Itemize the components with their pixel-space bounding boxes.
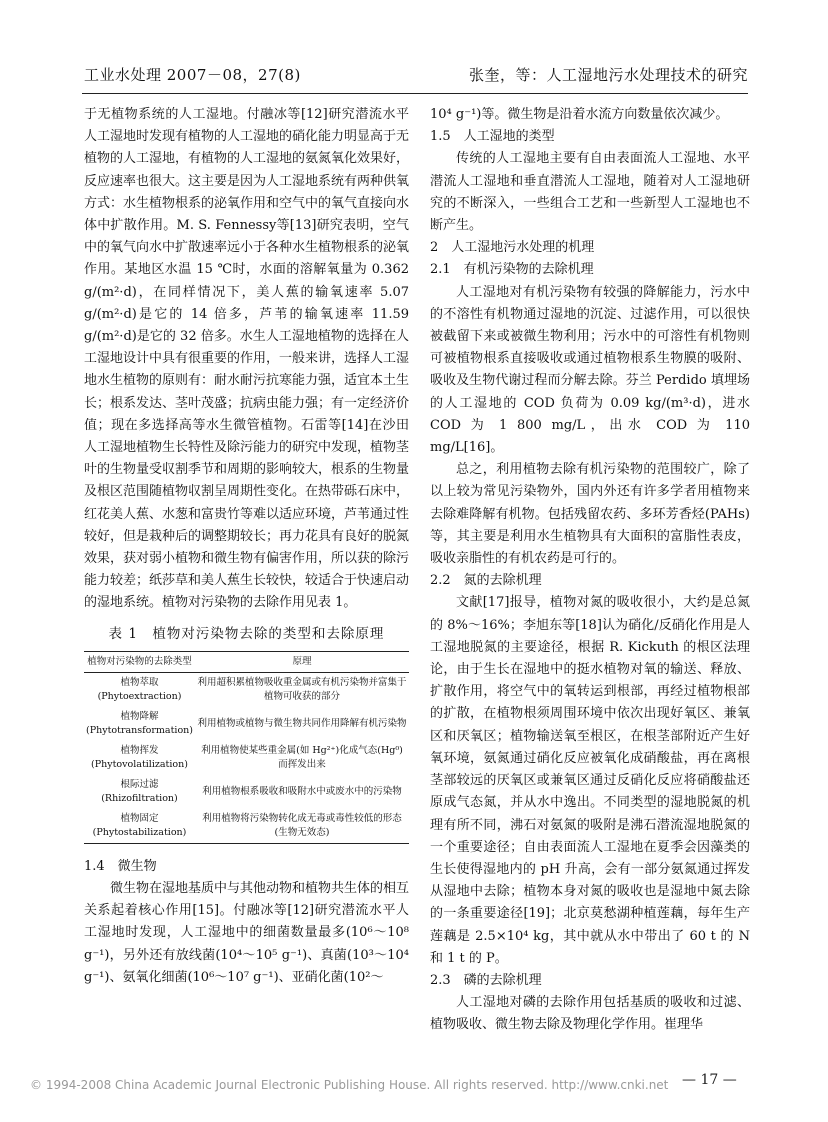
table-caption: 表 1 植物对污染物去除的类型和去除原理 — [108, 625, 385, 642]
left-column — [84, 104, 409, 989]
header-rule — [82, 93, 748, 94]
paragraph: 总之，利用植物去除有机污染物的范围较广，除了以上较为常见污染物外，国内外还有许多学者用植物来去除难降解有机物。包括残留农药、多环芳香烃(PAHs)等，其主要是利用水生植物具有大面积的富脂性表皮，吸收亲脂性的有机农药是可行的。 — [430, 462, 750, 567]
section-heading-2: 2 人工湿地污水处理的机理 — [430, 240, 595, 256]
section-heading-2-2: 2.2 氮的去除机理 — [430, 573, 542, 589]
principle: 利用植物将污染物转化成无毒或毒性较低的形态(生物无效态) — [195, 809, 409, 844]
principle: 利用植物或植物与微生物共同作用降解有机污染物 — [197, 717, 407, 729]
type-name: 植物固定 — [120, 812, 159, 824]
table-row — [84, 672, 409, 707]
type-latin: (Phytostabilization) — [92, 826, 187, 838]
paragraph: 于无植物系统的人工湿地。付融冰等[12]研究潜流水平人工湿地时发现有植物的人工湿地的硝化能力明显高于无植物的人工湿地，有植物的人工湿地的氨氮氧化效果好，反应速率也很大。这主要是因为人工湿地系统有两种供氧方式：水生植物根系的泌氧作用和空气中的氧气直接向水体中扩散作用。M. S. Fennessy等[13]研究表明，空气中的氧气向水中扩散速率远小于各种水生植物根系的泌氧作用。某地区水温 15 ℃时，水面的溶解氧量为 0.362 g/(m²·d)，在同样情况下，美人蕉的输氧速率 5.07 g/(m²·d)是它的 14 倍多，芦苇的输氧速率 11.59 g/(m²·d)是它的 32 倍多。水生人工湿地植物的选择在人工湿地设计中具有很重要的作用，一般来讲，选择人工湿地水生植物的原则有：耐水耐污抗寒能力强，适宜本土生长；根系发达、茎叶茂盛；抗病虫能力强；有一定经济价值；现在多选择高等水生微管植物。石雷等[14]在沙田人工湿地植物生长特性及除污能力的研究中发现，植物茎叶的生物量受収割季节和周期的影响较大，根系的生物量及根区范围随植物収割呈周期性变化。在热带砾石床中，红花美人蕉、水葱和富贵竹等难以适应环境，芦苇通过性较好，但是栽种后的调整期较长；再力花具有良好的脱氮效果，获对弱小植物和微生物有偏害作用，所以获的除污能力较差；纸莎草和美人蕉生长较快，较适合于快速启动的湿地系统。植物对污染物的去除作用见表 1。 — [84, 107, 410, 611]
principle: 利用植物根系吸收和吸附水中或废水中的污染物 — [202, 785, 402, 797]
table-row — [84, 775, 409, 809]
type-latin: (Phytoextraction) — [97, 690, 182, 702]
table-1 — [84, 651, 409, 844]
section-heading-1-5: 1.5 人工湿地的类型 — [430, 129, 555, 145]
principle: 利用植物使某些重金属(如 Hg²⁺)化成气态(Hg⁰)而挥发出来 — [201, 744, 403, 770]
paragraph: 文献[17]报导，植物对氮的吸收很小，大约是总氮的 8%～16%；李旭东等[18]认为硝化/反硝化作用是人工湿地脱氮的主要途径，根据 R. Kickuth 的根区法理论，由于生长在湿地中的挺水植物对氧的输送、释放、扩散作用，将空气中的氧转运到根部，再经过植物根部的扩散，在植物根须周围环境中依次出现好氧区、兼氧区和厌氧区；植物输送氧至根区，在根茎部附近产生好氧环境，氨氮通过硝化反应被氧化成硝酸盐，再在离根茎部较远的厌氧区或兼氧区通过反硝化反应将硝酸盐还原成气态氮，并从水中逸出。不同类型的湿地脱氮的机理有所不同，沸石对氨氮的吸附是沸石潜流湿地脱氮的一个重要途径；自由表面流人工湿地在夏季会因藻类的生长使得湿地内的 pH 升高，会有一部分氨氮通过挥发从湿地中去除；植物本身对氮的吸收也是湿地中氮去除的一条重要途径[19]；北京莫愁湖种植莲藕，每年生产莲藕是 2.5×10⁴ kg，其中就从水中带出了 60 t 的 N 和 1 t 的 P。 — [430, 595, 750, 966]
type-latin: (Phytovolatilization) — [91, 758, 188, 770]
table-header-principle: 原理 — [195, 651, 409, 672]
section-heading-1-4: 1.4 微生物 — [84, 858, 157, 874]
page-number: — 17 — — [682, 1072, 737, 1088]
paragraph: 微生物在湿地基质中与其他动物和植物共生体的相互关系起着核心作用[15]。付融冰等[12]研究潜流水平人工湿地时发现，人工湿地中的细菌数量最多(10⁶～10⁸ g⁻¹)，另外还有放线菌(10⁴～10⁵ g⁻¹)、真菌(10³～10⁴ g⁻¹)、氨氧化细菌(10⁶～10⁷ g⁻¹)、亚硝化菌(10²～ — [84, 881, 410, 985]
type-name: 植物萃取 — [120, 676, 159, 688]
article-running-title: 张奎，等：人工湿地污水处理技术的研究 — [468, 66, 748, 84]
table-row — [84, 741, 409, 775]
paragraph: 10⁴ g⁻¹)等。微生物是沿着水流方向数量依次减少。 — [430, 107, 729, 122]
paragraph: 传统的人工湿地主要有自由表面流人工湿地、水平潜流人工湿地和垂直潜流人工湿地，随着对人工湿地研究的不断深入，一些组合工艺和一些新型人工湿地也不断产生。 — [430, 151, 750, 234]
section-heading-2-1: 2.1 有机污染物的去除机理 — [430, 262, 594, 278]
principle: 利用超积累植物吸收重金属或有机污染物并富集于植物可收获的部分 — [197, 676, 407, 702]
section-heading-2-3: 2.3 磷的去除机理 — [430, 972, 542, 988]
journal-header: 工业水处理 2007－08，27(8) — [84, 66, 301, 84]
copyright-footer: © 1994-2008 China Academic Journal Electronic Publishing House. All rights reserved. http://www.cnki.net — [30, 1078, 669, 1092]
paragraph: 人工湿地对有机污染物有较强的降解能力，污水中的不溶性有机物通过湿地的沉淀、过滤作用，可以很快被截留下来或被微生物利用；污水中的可溶性有机物则可被植物根系直接吸收或通过植物根系生物膜的吸附、吸收及生物代谢过程而分解去除。芬兰 Perdido 填埋场的人工湿地的 COD 负荷为 0.09 kg/(m³·d)，进水 COD 为 1 800 mg/L，出水 COD 为 110 mg/L[16]。 — [430, 284, 750, 456]
table-row — [84, 809, 409, 844]
type-name: 植物降解 — [120, 710, 159, 722]
type-latin: (Rhizofiltration) — [101, 792, 178, 804]
paragraph: 人工湿地对磷的去除作用包括基质的吸收和过滤、植物吸收、微生物去除及物理化学作用。崔理华 — [430, 995, 750, 1033]
table-row — [84, 707, 409, 741]
type-name: 根际过滤 — [120, 778, 159, 790]
type-name: 植物挥发 — [120, 744, 159, 756]
right-column — [430, 104, 750, 1037]
type-latin: (Phytotransformation) — [86, 724, 193, 736]
table-header-type: 植物对污染物的去除类型 — [84, 651, 195, 672]
